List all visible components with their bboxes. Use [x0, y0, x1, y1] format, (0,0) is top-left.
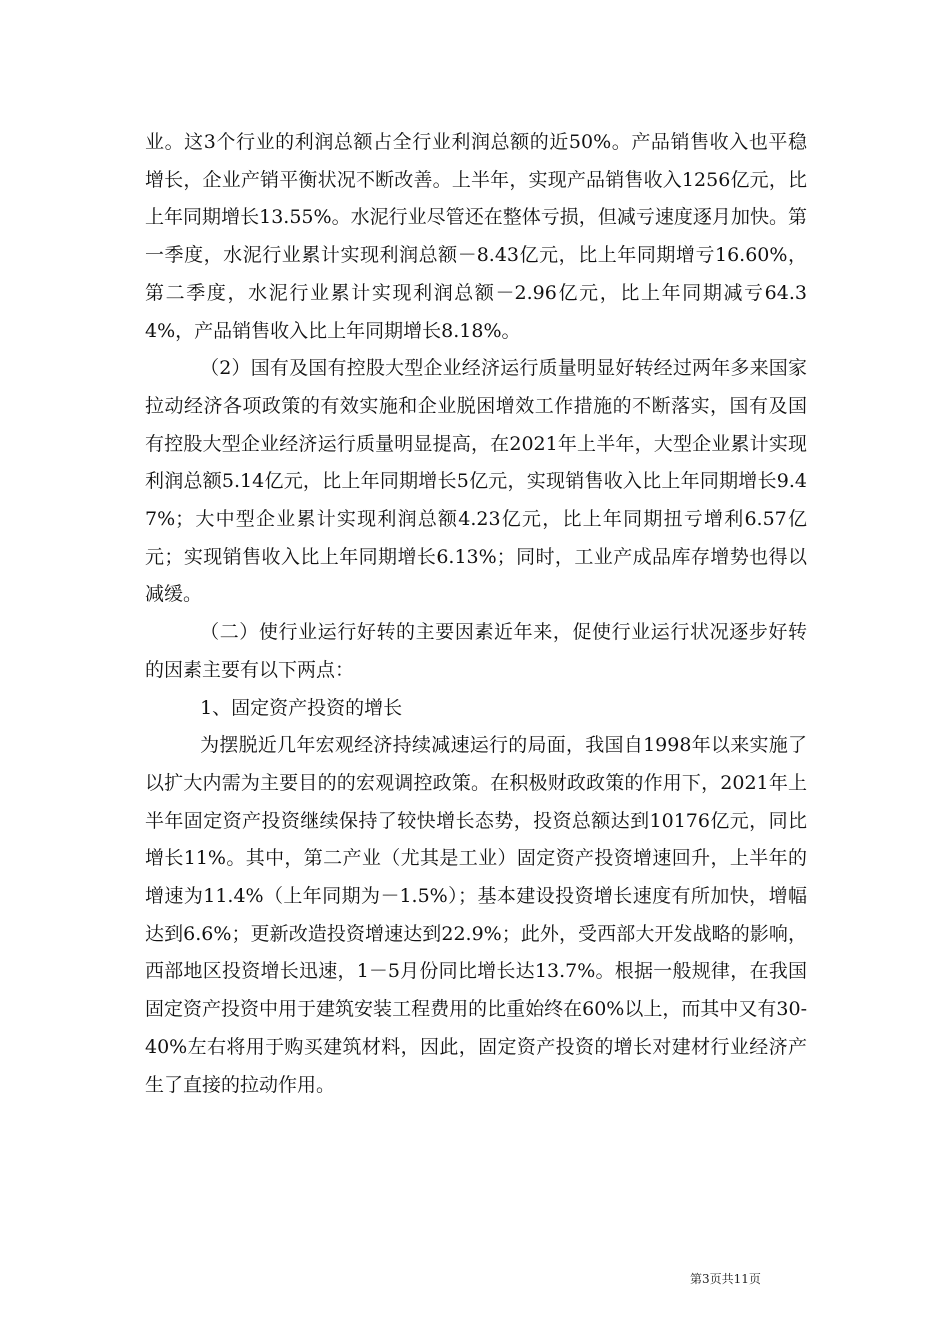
paragraph-state-owned-enterprises: （2）国有及国有控股大型企业经济运行质量明显好转经过两年多来国家拉动经济各项政策的有效实施和企业脱困增效工作措施的不断落实，国有及国有控股大型企业经济运行质量明显提高，在2021年上半年，大型企业累计实现利润总额5.14亿元，比上年同期增长5亿元，实现销售收入比上年同期增长9.47%；大中型企业累计实现利润总额4.23亿元，比上年同期扭亏增利6.57亿元；实现销售收入比上年同期增长6.13%；同时，工业产成品库存增势也得以减缓。: [145, 357, 807, 606]
section-heading-fixed-asset-investment: 1、固定资产投资的增长: [200, 696, 403, 719]
body-text: [145, 124, 807, 1104]
paragraph-fixed-asset-investment: 为摆脱近几年宏观经济持续减速运行的局面，我国自1998年以来实施了以扩大内需为主要目的的宏观调控政策。在积极财政政策的作用下，2021年上半年固定资产投资继续保持了较快增长态势，投资总额达到10176亿元，同比增长11%。其中，第二产业（尤其是工业）固定资产投资增速回升，上半年的增速为11.4%（上年同期为－1.5%）；基本建设投资增长速度有所加快，增幅达到6.6%；更新改造投资增速达到22.9%；此外，受西部大开发战略的影响，西部地区投资增长迅速，1－5月份同比增长达13.7%。根据一般规律，在我国固定资产投资中用于建筑安装工程费用的比重始终在60%以上，而其中又有30-40%左右将用于购买建筑材料，因此，固定资产投资的增长对建材行业经济产生了直接的拉动作用。: [145, 734, 807, 1096]
paragraph-main-factors: （二）使行业运行好转的主要因素近年来，促使行业运行状况逐步好转的因素主要有以下两点：: [145, 621, 807, 681]
paragraph-industry-profit: 业。这3个行业的利润总额占全行业利润总额的近50%。产品销售收入也平稳增长，企业产销平衡状况不断改善。上半年，实现产品销售收入1256亿元，比上年同期增长13.55%。水泥行业尽管还在整体亏损，但减亏速度逐月加快。第一季度，水泥行业累计实现利润总额－8.43亿元，比上年同期增亏16.60%，第二季度，水泥行业累计实现利润总额－2.96亿元，比上年同期减亏64.34%，产品销售收入比上年同期增长8.18%。: [145, 131, 807, 342]
page-number-footer: 第3页共11页: [690, 1272, 761, 1286]
